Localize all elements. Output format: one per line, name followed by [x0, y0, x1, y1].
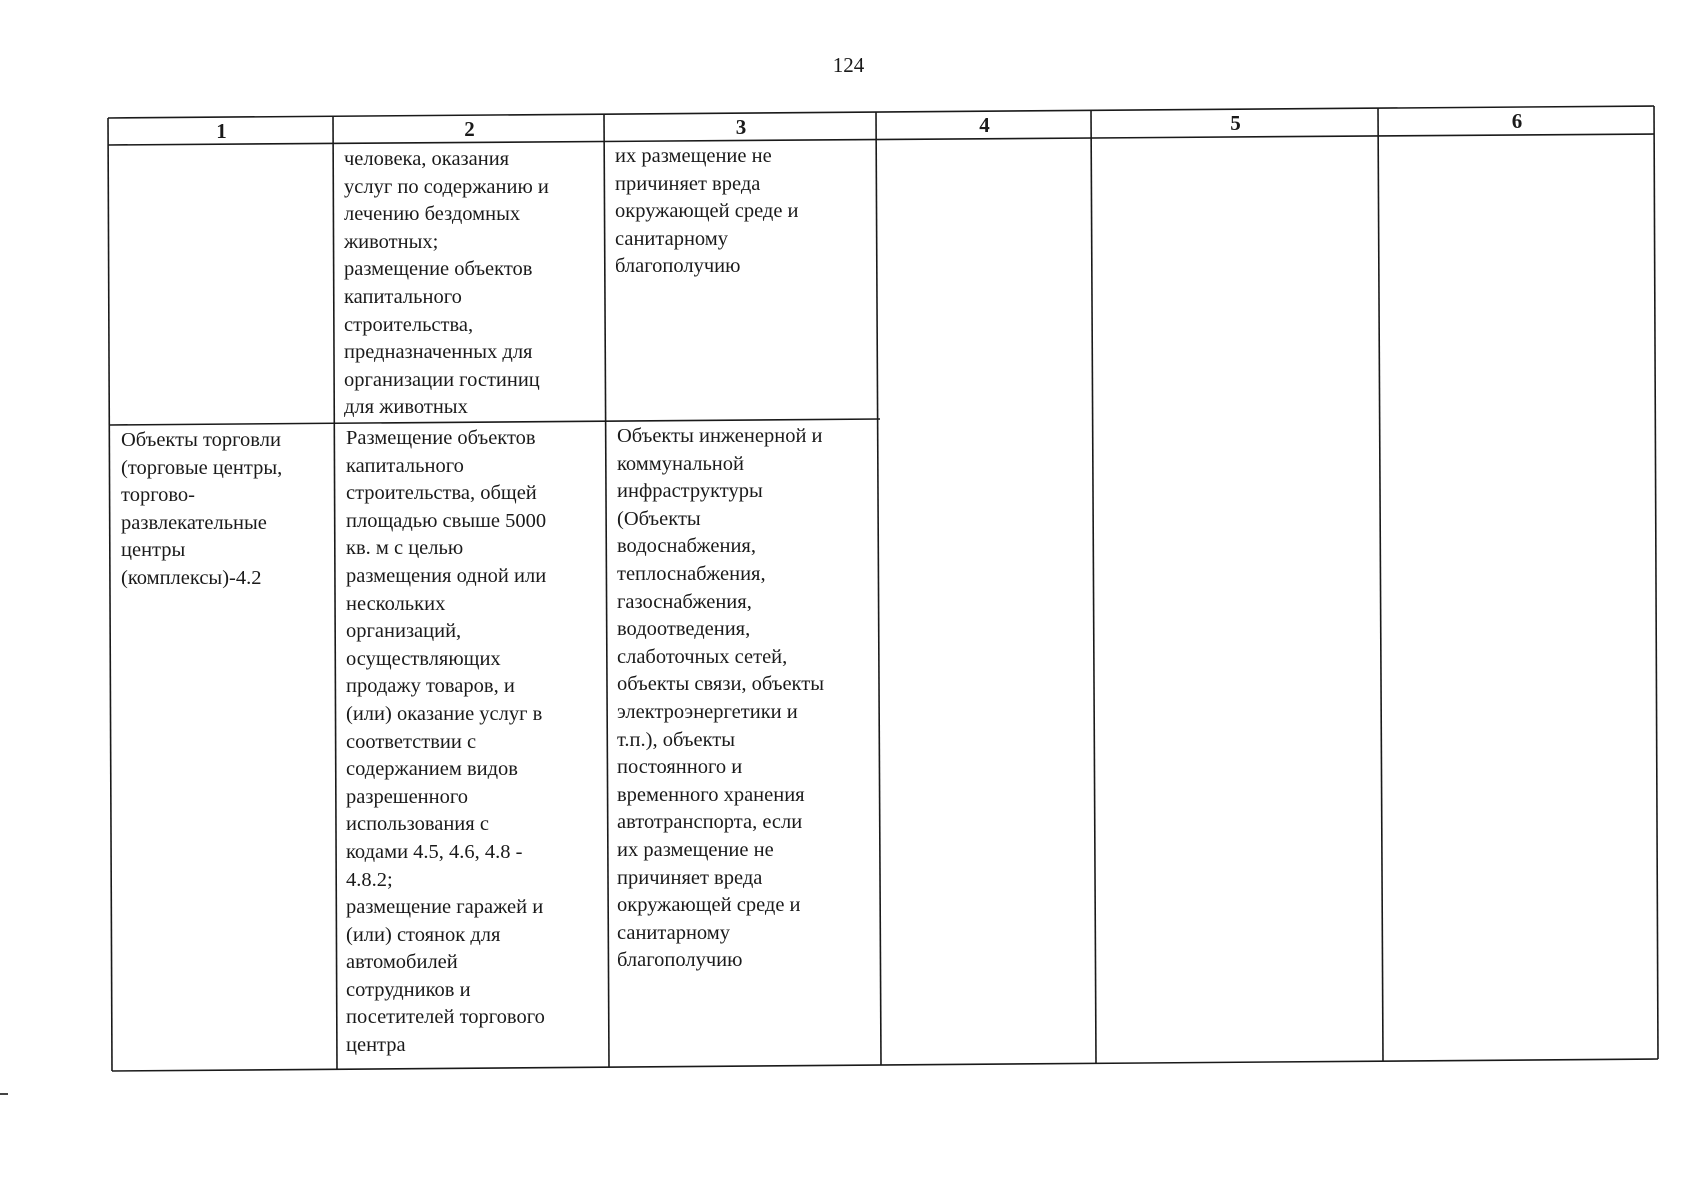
col-border-6 [1654, 106, 1658, 1059]
header-cell-4: 4 [979, 113, 990, 137]
row-1-col-3: их размещение не причиняет вреда окружающей среде и санитарному благополучию [615, 145, 799, 278]
col-border-4 [1091, 110, 1096, 1063]
row-2-col-1: Объекты торговли (торговые центры, торгово- развлекательные центры (комплексы)-4.2 [121, 429, 283, 589]
col-border-1 [333, 116, 337, 1069]
row-2-col-2: Размещение объектов капитального строительства, общей площадью свыше 5000 кв. м с целью размещения одной или нескольких организаций, осуществляющих продажу товаров, и (или) оказание услуг в соответствии с содержанием видов разрешенного использования с кодами 4.5, 4.6, 4.8 - 4.8.2; размещение гаражей и (или) стоянок для автомобилей сотрудников и посетителей торгового центра [346, 427, 547, 1057]
scan-artifact [0, 1093, 8, 1095]
table-bottom-border [112, 1059, 1658, 1071]
header-cell-2: 2 [464, 117, 475, 141]
col-border-2 [604, 114, 609, 1067]
col-border-0 [108, 118, 112, 1071]
col-border-5 [1378, 108, 1383, 1061]
row-2-col-3: Объекты инженерной и коммунальной инфраструктуры (Объекты водоснабжения, теплоснабжения, газоснабжения, водоотведения, слаботочных сетей, объекты связи, объекты электроэнергетики и т.п.), объекты постоянного и временного хранения автотранспорта, если их размещение не причиняет вреда окружающей среде и санитарному благополучию [617, 425, 824, 972]
header-cell-3: 3 [735, 115, 747, 139]
header-cell-1: 1 [216, 119, 227, 143]
page-number: 124 [832, 53, 865, 77]
header-cell-5: 5 [1230, 111, 1241, 135]
header-cell-6: 6 [1511, 109, 1523, 133]
row-1-col-2: человека, оказания услуг по содержанию и лечению бездомных животных; размещение объектов капитального строительства, предназначенных для организации гостиниц для животных [344, 148, 549, 419]
